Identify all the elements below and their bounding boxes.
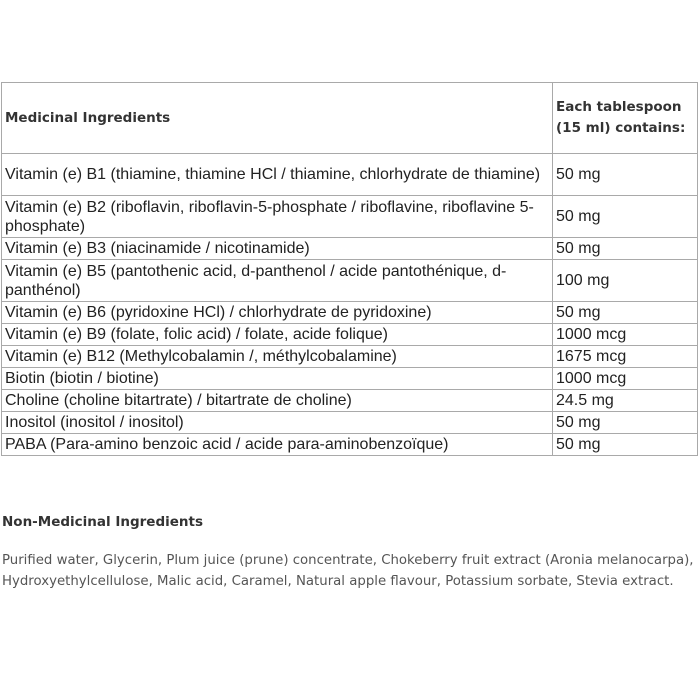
table-row (2, 434, 698, 456)
table-row (2, 368, 698, 390)
ingredient-cell: Vitamin (e) B12 (Methylcobalamin /, méthylcobalamine) (2, 346, 553, 368)
amount-cell: 50 mg (553, 196, 698, 238)
ingredient-cell: Vitamin (e) B2 (riboflavin, riboflavin-5-phosphate / riboflavine, riboflavine 5-phosphate) (2, 196, 553, 238)
header-ingredient: Medicinal Ingredients (2, 83, 553, 154)
table-row (2, 260, 698, 302)
non-medicinal-title: Non-Medicinal Ingredients (2, 514, 204, 530)
ingredient-cell: Vitamin (e) B3 (niacinamide / nicotinamide) (2, 238, 553, 260)
ingredient-cell: Vitamin (e) B5 (pantothenic acid, d-panthenol / acide pantothénique, d-panthénol) (2, 260, 553, 302)
ingredient-cell: PABA (Para-amino benzoic acid / acide para-aminobenzoïque) (2, 434, 553, 456)
amount-cell: 1000 mcg (553, 368, 698, 390)
amount-cell: 50 mg (553, 238, 698, 260)
amount-cell: 1675 mcg (553, 346, 698, 368)
table-row (2, 302, 698, 324)
amount-cell: 50 mg (553, 412, 698, 434)
table-row (2, 238, 698, 260)
amount-cell: 50 mg (553, 434, 698, 456)
table-row (2, 154, 698, 196)
medicinal-ingredients-table (1, 82, 698, 456)
non-medicinal-text: Purified water, Glycerin, Plum juice (prune) concentrate, Chokeberry fruit extract (Aronia melanocarpa), Hydroxyethylcellulose, Malic acid, Caramel, Natural apple flavour, Potassium sorbate, Stevia extract. (2, 553, 694, 589)
table-row (2, 324, 698, 346)
table-row (2, 390, 698, 412)
ingredient-cell: Inositol (inositol / inositol) (2, 412, 553, 434)
table-header-row (2, 83, 698, 154)
ingredient-cell: Biotin (biotin / biotine) (2, 368, 553, 390)
amount-cell: 50 mg (553, 302, 698, 324)
amount-cell: 100 mg (553, 260, 698, 302)
ingredient-cell: Vitamin (e) B6 (pyridoxine HCl) / chlorhydrate de pyridoxine) (2, 302, 553, 324)
ingredient-cell: Choline (choline bitartrate) / bitartrate de choline) (2, 390, 553, 412)
header-amount: Each tablespoon (15 ml) contains: (553, 83, 698, 154)
amount-cell: 1000 mcg (553, 324, 698, 346)
amount-cell: 50 mg (553, 154, 698, 196)
amount-cell: 24.5 mg (553, 390, 698, 412)
table-row (2, 412, 698, 434)
table-row (2, 196, 698, 238)
ingredient-cell: Vitamin (e) B9 (folate, folic acid) / folate, acide folique) (2, 324, 553, 346)
ingredient-cell: Vitamin (e) B1 (thiamine, thiamine HCl / thiamine, chlorhydrate de thiamine) (2, 154, 553, 196)
table-row (2, 346, 698, 368)
